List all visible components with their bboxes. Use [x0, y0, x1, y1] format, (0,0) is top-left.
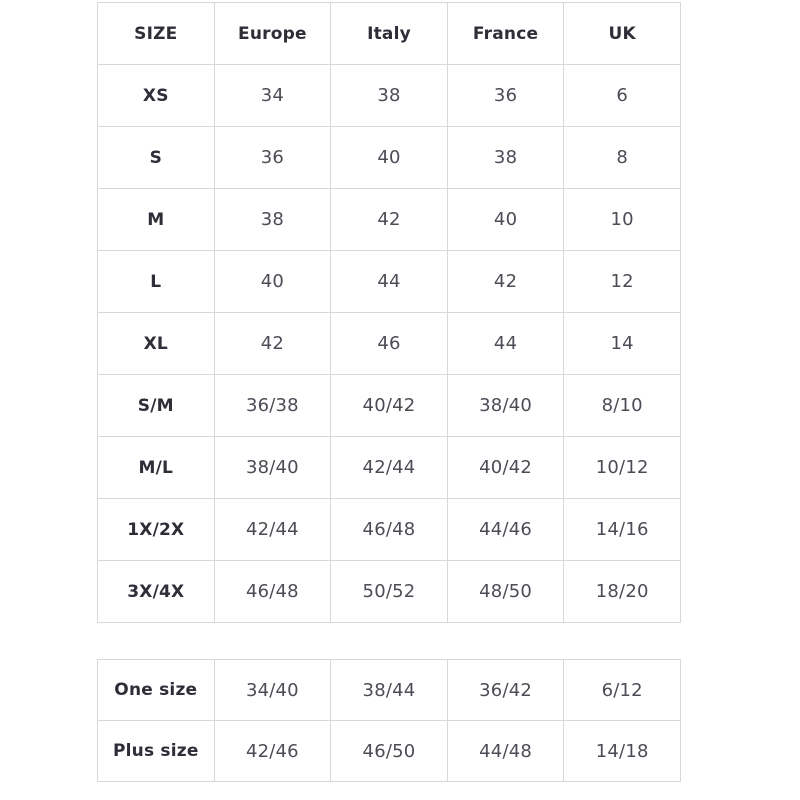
- table-row-m: [98, 189, 681, 251]
- size-label-cell: S: [98, 127, 215, 189]
- size-value-cell: 36: [447, 65, 564, 127]
- table-row-l: [98, 251, 681, 313]
- size-value-cell: 8: [564, 127, 681, 189]
- size-value-cell: 14/18: [564, 721, 681, 782]
- size-value-cell: 12: [564, 251, 681, 313]
- size-table-body: [98, 65, 681, 623]
- size-label-cell: L: [98, 251, 215, 313]
- size-conversion-table: [97, 2, 681, 623]
- size-value-cell: 6: [564, 65, 681, 127]
- size-value-cell: 10: [564, 189, 681, 251]
- size-value-cell: 46/50: [331, 721, 448, 782]
- table-row-xs: [98, 65, 681, 127]
- table-row-one-size: [98, 660, 681, 721]
- size-value-cell: 10/12: [564, 437, 681, 499]
- size-value-cell: 44/46: [447, 499, 564, 561]
- column-header-france: France: [447, 3, 564, 65]
- table-row-3x-4x: [98, 561, 681, 623]
- size-label-cell: 1X/2X: [98, 499, 215, 561]
- size-label-cell: XL: [98, 313, 215, 375]
- size-label-cell: One size: [98, 660, 215, 721]
- size-value-cell: 42/44: [331, 437, 448, 499]
- size-value-cell: 42/46: [214, 721, 331, 782]
- size-value-cell: 36/38: [214, 375, 331, 437]
- column-header-europe: Europe: [214, 3, 331, 65]
- size-value-cell: 38/44: [331, 660, 448, 721]
- size-value-cell: 34: [214, 65, 331, 127]
- size-label-cell: Plus size: [98, 721, 215, 782]
- size-value-cell: 44: [331, 251, 448, 313]
- size-value-cell: 40: [447, 189, 564, 251]
- table-row-s: [98, 127, 681, 189]
- size-value-cell: 38/40: [214, 437, 331, 499]
- size-value-cell: 38: [447, 127, 564, 189]
- size-value-cell: 50/52: [331, 561, 448, 623]
- size-value-cell: 42/44: [214, 499, 331, 561]
- size-value-cell: 34/40: [214, 660, 331, 721]
- special-sizes-table: [97, 659, 681, 782]
- size-value-cell: 40/42: [447, 437, 564, 499]
- size-label-cell: M: [98, 189, 215, 251]
- size-value-cell: 46/48: [331, 499, 448, 561]
- table-row-1x-2x: [98, 499, 681, 561]
- column-header-italy: Italy: [331, 3, 448, 65]
- special-table-body: [98, 660, 681, 782]
- column-header-size: SIZE: [98, 3, 215, 65]
- size-value-cell: 36/42: [447, 660, 564, 721]
- size-value-cell: 46: [331, 313, 448, 375]
- size-value-cell: 14: [564, 313, 681, 375]
- size-value-cell: 38: [214, 189, 331, 251]
- size-value-cell: 36: [214, 127, 331, 189]
- size-value-cell: 46/48: [214, 561, 331, 623]
- size-value-cell: 42: [447, 251, 564, 313]
- table-row-s-m: [98, 375, 681, 437]
- table-row-plus-size: [98, 721, 681, 782]
- size-value-cell: 40: [214, 251, 331, 313]
- size-value-cell: 38: [331, 65, 448, 127]
- size-value-cell: 40: [331, 127, 448, 189]
- size-label-cell: XS: [98, 65, 215, 127]
- size-value-cell: 40/42: [331, 375, 448, 437]
- size-label-cell: M/L: [98, 437, 215, 499]
- size-value-cell: 42: [331, 189, 448, 251]
- table-row-m-l: [98, 437, 681, 499]
- size-value-cell: 6/12: [564, 660, 681, 721]
- size-value-cell: 14/16: [564, 499, 681, 561]
- column-header-uk: UK: [564, 3, 681, 65]
- size-value-cell: 48/50: [447, 561, 564, 623]
- table-header-row: [98, 3, 681, 65]
- size-value-cell: 8/10: [564, 375, 681, 437]
- size-value-cell: 18/20: [564, 561, 681, 623]
- size-label-cell: 3X/4X: [98, 561, 215, 623]
- size-value-cell: 38/40: [447, 375, 564, 437]
- size-value-cell: 44: [447, 313, 564, 375]
- size-value-cell: 42: [214, 313, 331, 375]
- size-value-cell: 44/48: [447, 721, 564, 782]
- size-table-head: [98, 3, 681, 65]
- table-row-xl: [98, 313, 681, 375]
- size-label-cell: S/M: [98, 375, 215, 437]
